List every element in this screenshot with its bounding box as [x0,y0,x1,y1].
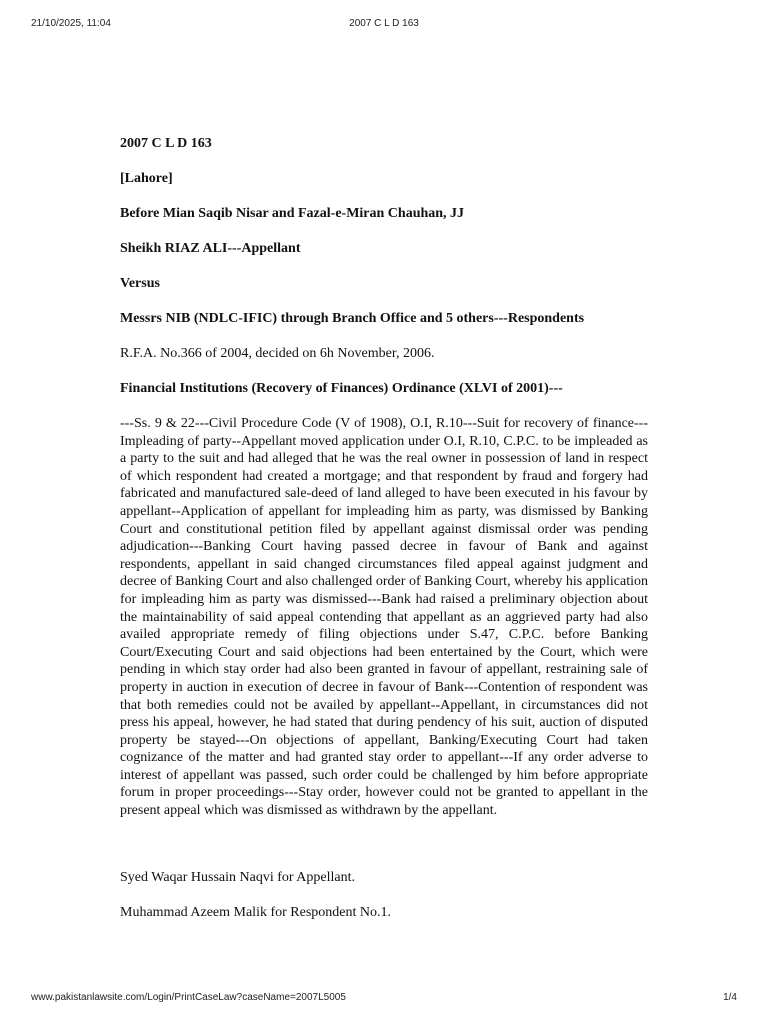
appellant: Sheikh RIAZ ALI---Appellant [120,241,301,256]
print-footer [0,992,768,1008]
bench: Before Mian Saqib Nisar and Fazal-e-Miran Chauhan, JJ [120,206,465,221]
respondents: Messrs NIB (NDLC-IFIC) through Branch Office and 5 others---Respondents [120,311,585,326]
counsel-respondent: Muhammad Azeem Malik for Respondent No.1. [120,905,392,920]
versus: Versus [120,276,160,291]
case-number: R.F.A. No.366 of 2004, decided on 6h November, 2006. [120,346,435,361]
print-url: www.pakistanlawsite.com/Login/PrintCaseLaw?caseName=2007L5005 [31,992,346,1003]
counsel-appellant: Syed Waqar Hussain Naqvi for Appellant. [120,870,356,885]
headnote: ---Ss. 9 & 22---Civil Procedure Code (V of 1908), O.I, R.10---Suit for recovery of finance---Impleading of party--Appellant moved application under O.I, R.10, C.P.C. to be impleaded as a party to the suit and had alleged that he was the real owner in possession of land in respect of which respondent had created a mortgage; and that respondent by fraud and forgery had fabricated and manufactured sale-deed of land alleged to have been executed in his favour by appellant--Application of appellant for impleading him as party, was dismissed by Banking Court and constitutional petition filed by appellant against dismissal order was pending adjudication---Banking Court having passed decree in favour of Bank and against respondents, appellant in said changed circumstances filed appeal against judgment and decree of Banking Court and also challenged order of Banking Court, whereby his application for impleading him as party was dismissed---Bank had raised a preliminary objection about the maintainability of said appeal contending that appellant as an aggrieved party had also availed appropriate remedy of filing objections under S.47, C.P.C. before Banking Court/Executing Court and said objections had been entertained by the Court, which were pending in which stay order had also been granted in favour of appellant, restraining sale of property in auction in execution of decree in favour of Bank---Contention of respondent was that both remedies could not be availed by appellant--Appellant, in circumstances did not press his appeal, however, he had stated that during pendency of his suit, auction of disputed property be stayed---On objections of appellant, Banking/Executing Court had taken cognizance of the matter and had granted stay order to appellant---If any order adverse to interest of appellant was passed, such order could be challenged by him before appropriate forum in proper proceedings---Stay order, however could not be granted to appellant in the present appeal which was dismissed as withdrawn by the appellant. [120,416,648,819]
statute: Financial Institutions (Recovery of Finances) Ordinance (XLVI of 2001)--- [120,381,563,396]
print-header [0,18,768,34]
case-citation: 2007 C L D 163 [120,136,212,151]
print-datetime: 21/10/2025, 11:04 [31,18,111,29]
court-name: [Lahore] [120,171,173,186]
page-number: 1/4 [723,992,737,1003]
print-title: 2007 C L D 163 [349,18,419,29]
